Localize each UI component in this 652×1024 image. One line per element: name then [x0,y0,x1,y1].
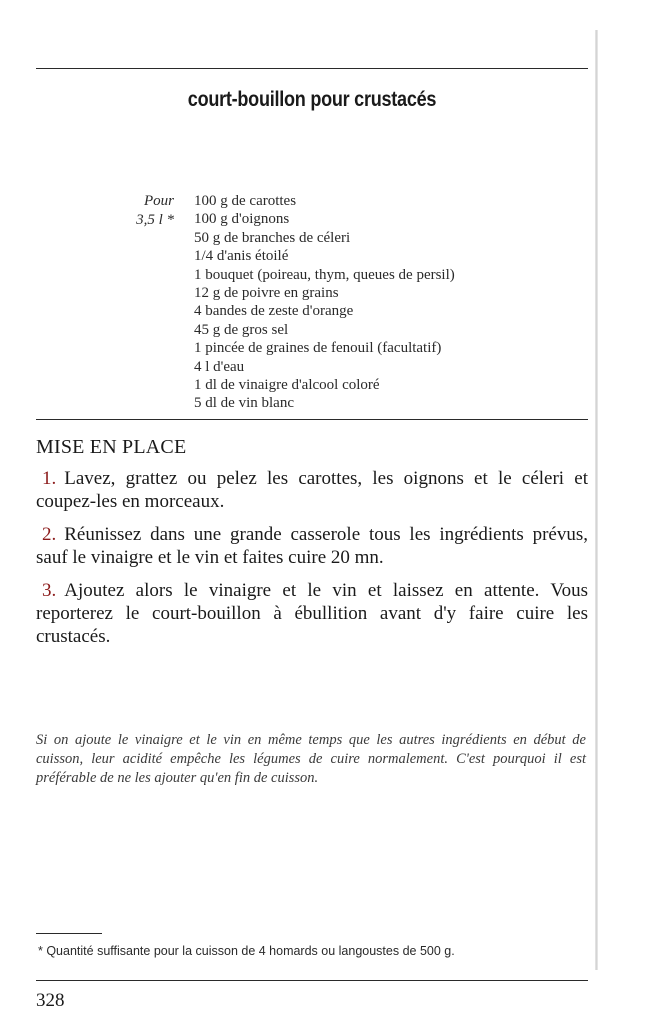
bottom-rule [36,980,588,981]
footnote: * Quantité suffisante pour la cuisson de 4 homards ou langoustes de 500 g. [38,944,455,958]
step-number: 2. [42,524,57,545]
yield-label: Pour [144,193,174,209]
ingredient-item: 1 dl de vinaigre d'alcool coloré [194,377,380,394]
section-rule [36,419,588,420]
page-number: 328 [36,990,65,1011]
ingredient-item: 50 g de branches de céleri [194,229,351,246]
cooking-note: Si on ajoute le vinaigre et le vin en même temps que les autres ingrédients en début de cuisson, leur acidité empêche les légumes de cuire normalement. C'est pourquoi il est préférable de ne les ajouter qu'en fin de cuisson. [36,731,586,786]
step-number: 3. [42,580,57,601]
ingredient-item: 4 bandes de zeste d'orange [194,303,354,320]
ingredient-item: 1/4 d'anis étoilé [194,248,289,265]
footnote-rule [36,933,102,934]
ingredient-item: 1 pincée de graines de fenouil (facultatif) [194,340,442,357]
binding-edge-shadow [595,30,598,970]
step-number: 1. [42,468,57,489]
step-item [36,523,588,569]
step-list [36,467,588,658]
ingredient-item: 12 g de poivre en grains [194,285,339,302]
top-rule [36,68,588,69]
ingredient-list [194,192,455,413]
step-text: Ajoutez alors le vinaigre et le vin et laissez en attente. Vous reporterez le court-bouillon à ébullition avant d'y faire cuire les crustacés. [36,580,588,647]
recipe-yield [104,192,174,229]
ingredient-item: 5 dl de vin blanc [194,395,294,412]
step-text: Lavez, grattez ou pelez les carottes, les oignons et le céleri et coupez-les en morceaux. [36,468,588,512]
step-item [36,467,588,513]
recipe-title: court-bouillon pour crustacés [187,88,437,111]
ingredient-item: 100 g de carottes [194,193,297,209]
ingredient-item: 4 l d'eau [194,358,245,375]
ingredient-item: 100 g d'oignons [194,211,290,228]
step-item [36,579,588,648]
yield-quantity: 3,5 l * [136,211,174,228]
step-text: Réunissez dans une grande casserole tous les ingrédients prévus, sauf le vinaigre et le vin et faites cuire 20 mn. [36,524,588,568]
ingredient-item: 1 bouquet (poireau, thym, queues de persil) [194,266,455,283]
section-heading: MISE EN PLACE [36,436,187,458]
ingredient-item: 45 g de gros sel [194,321,289,338]
